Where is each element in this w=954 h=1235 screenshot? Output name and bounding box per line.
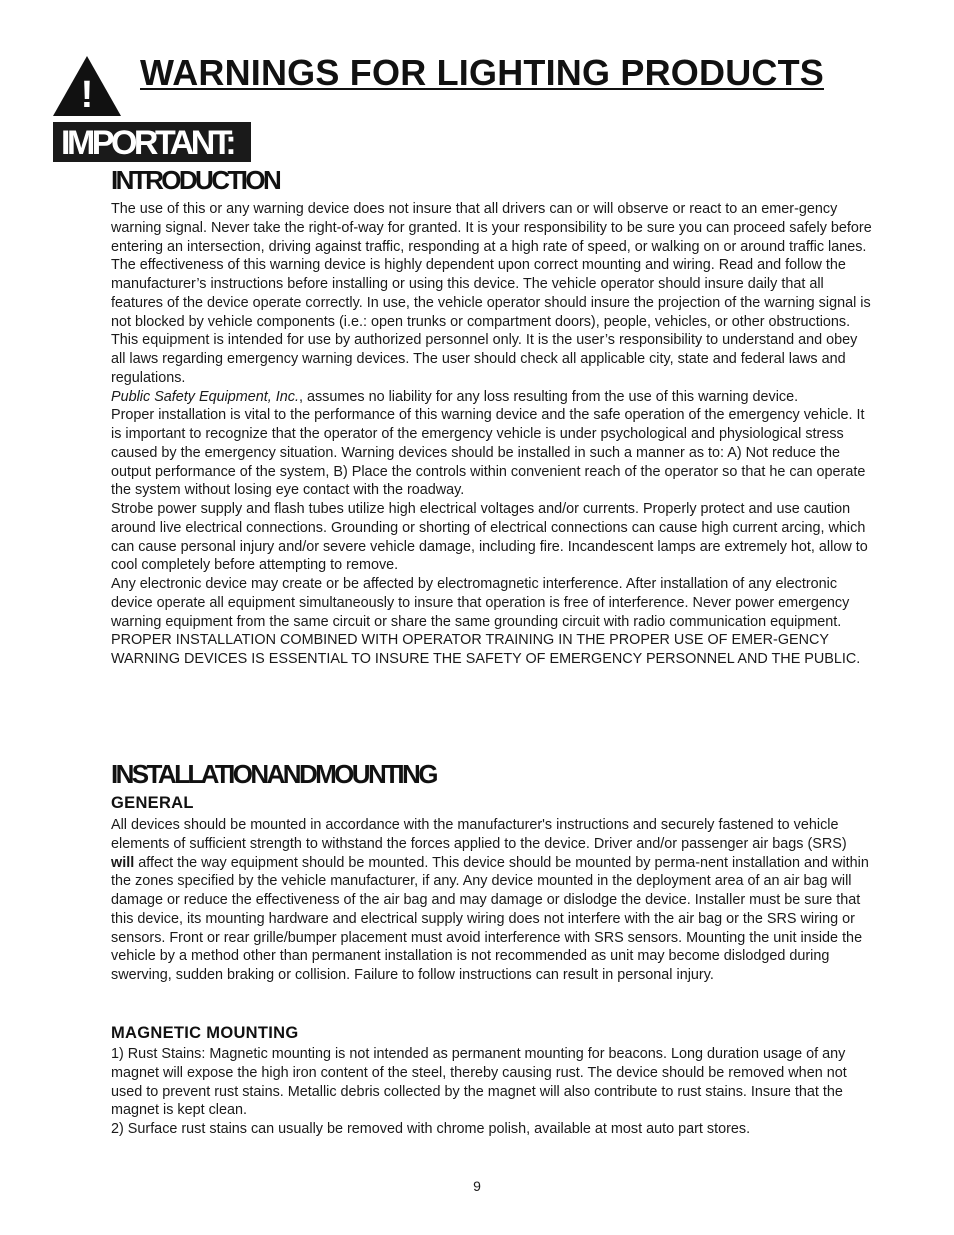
installation-heading: INSTALLATIONANDMOUNTING — [111, 759, 436, 789]
company-name: Public Safety Equipment, Inc. — [111, 388, 299, 405]
general-bold-word: will — [111, 854, 135, 871]
intro-liability-paragraph — [111, 388, 873, 407]
intro-paragraph-4: Proper installation is vital to the performance of this warning device and the safe operation of the emergency vehicle. It is important to recognize that the operator of the emergency vehicle is under psychological and physiological stress caused by the emergency situation. Warning devices should be installed in such a manner as to: A) Not reduce the output performance of the system, B) Place the controls within convenient reach of the operator so that he can operate the system without losing eye contact with the roadway. — [111, 407, 866, 499]
magnetic-mounting-heading: MAGNETIC MOUNTING — [111, 1024, 299, 1042]
intro-paragraph-3: This equipment is intended for use by authorized personnel only. It is the user’s responsibility to understand and obey all laws regarding emergency warning devices. The user should check all applicable city, state and federal laws and regulations. — [111, 332, 858, 386]
magnetic-item-2: 2) Surface rust stains can usually be removed with chrome polish, available at most auto part stores. — [111, 1121, 751, 1137]
general-paragraph — [111, 816, 873, 985]
liability-text: , assumes no liability for any loss resulting from the use of this warning device. — [298, 388, 799, 405]
warning-exclamation: ! — [80, 74, 94, 116]
intro-paragraph-7: PROPER INSTALLATION COMBINED WITH OPERATOR TRAINING IN THE PROPER USE OF EMER-GENCY WARNING DEVICES IS ESSENTIAL TO INSURE THE SAFETY OF EMERGENCY PERSONNEL AND THE PUBLIC. — [111, 632, 861, 667]
magnetic-mounting-body — [111, 1045, 873, 1139]
introduction-body — [111, 200, 873, 669]
general-heading: GENERAL — [111, 794, 194, 812]
intro-paragraph-2: The effectiveness of this warning device is highly dependent upon correct mounting and wiring. Read and follow the manufacturer’s instructions before installing or using this device. The vehicle operator should insure daily that all features of the device operate correctly. In use, the vehicle operator should insure the projection of the warning signal is not blocked by vehicle components (i.e.: open trunks or compartment doors), people, vehicles, or other obstructions. — [111, 257, 871, 330]
page-title: WARNINGS FOR LIGHTING PRODUCTS — [140, 52, 824, 93]
intro-paragraph-5: Strobe power supply and flash tubes utilize high electrical voltages and/or currents. Properly protect and use caution around live electrical connections. Grounding or shorting of electrical connections can cause high current arcing, which can cause personal injury and/or severe vehicle damage, including fire. Incandescent lamps are extremely hot, allow to cool completely before attempting to remove. — [111, 501, 868, 574]
introduction-heading: INTRODUCTION — [111, 165, 280, 195]
warning-triangle-icon — [52, 55, 122, 117]
general-text-1: All devices should be mounted in accordance with the manufacturer's instructions and securely fastened to vehicle elements of sufficient strength to withstand the forces applied to the device. Driver and/or passenger air bags (SRS) — [111, 817, 847, 852]
important-label: IMPORTANT: — [53, 122, 251, 162]
page-number: 9 — [473, 1178, 481, 1194]
intro-paragraph-1: The use of this or any warning device does not insure that all drivers can or will observe or react to an emer-gency warning signal. Never take the right-of-way for granted. It is your responsibility to be sure you can proceed safely before entering an intersection, driving against traffic, responding at a high rate of speed, or walking on or around traffic lanes. — [111, 201, 872, 255]
general-text-2: affect the way equipment should be mounted. This device should be mounted by perma-nent installation and within the zones specified by the vehicle manufacturer, if any. Any device mounted in the deployment area of an air bag will damage or reduce the effectiveness of the air bag and may damage or dislodge the device. Installer must be sure that this device, its mounting hardware and electrical supply wiring does not interfere with the air bag or the SRS wiring or sensors. Front or rear grille/bumper placement must avoid interference with SRS sensors. Mounting the unit inside the vehicle by a method other than permanent installation is not recommended as unit may become dislodged during swerving, sudden braking or collision. Failure to follow instructions can result in personal injury. — [111, 854, 869, 983]
general-body — [111, 816, 873, 985]
intro-paragraph-6: Any electronic device may create or be affected by electromagnetic interference. After installation of any electronic device operate all equipment simultaneously to insure that operation is free of interference. Never power emergency warning equipment from the same circuit or share the same grounding circuit with radio communication equipment. — [111, 576, 850, 630]
magnetic-item-1: 1) Rust Stains: Magnetic mounting is not intended as permanent mounting for beacons. Long duration usage of any magnet will expose the high iron content of the steel, thereby causing rust. The device should be removed when not used to prevent rust stains. Metallic debris collected by the magnet will also contribute to rust stains. Insure that the magnet is kept clean. — [111, 1046, 847, 1119]
